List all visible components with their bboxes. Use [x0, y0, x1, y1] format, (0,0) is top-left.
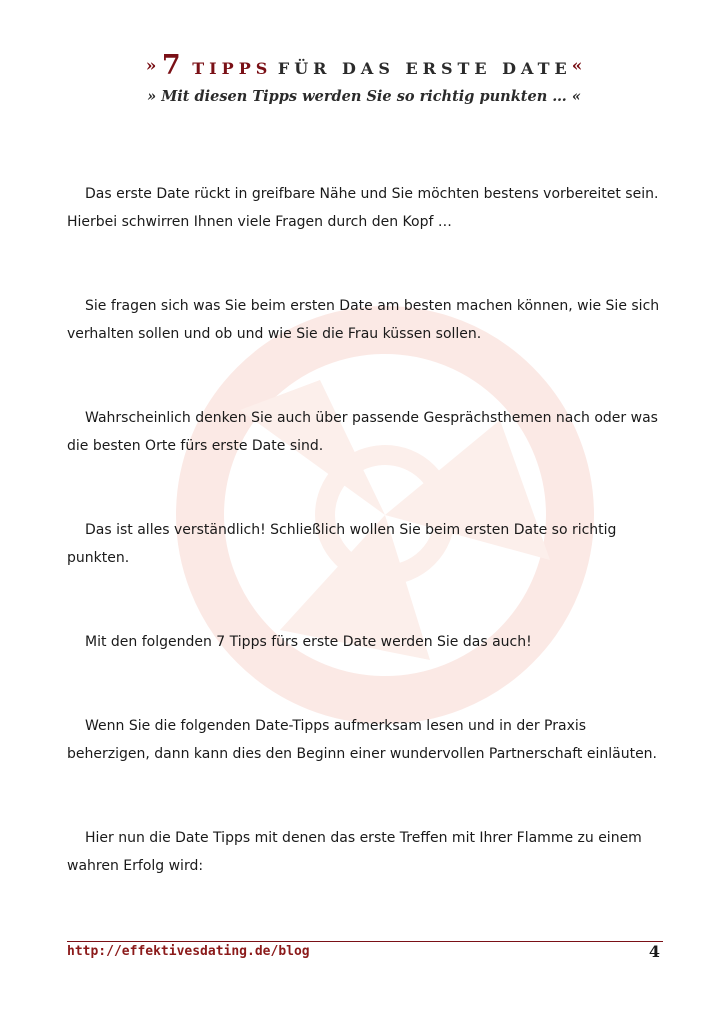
paragraph: Das ist alles verständlich! Schließlich wollen Sie beim ersten Date so richtig punkten.: [67, 522, 617, 566]
footer-link[interactable]: http://effektivesdating.de/blog: [67, 944, 310, 959]
paragraph: Wahrscheinlich denken Sie auch über passende Gesprächsthemen nach oder was die besten Orte fürs erste Date sind.: [67, 410, 658, 454]
paragraph: Das erste Date rückt in greifbare Nähe und Sie möchten bestens vorbereitet sein. Hierbei schwirren Ihnen viele Fragen durch den Kopf …: [67, 186, 659, 230]
paragraph: Sie fragen sich was Sie beim ersten Date am besten machen können, wie Sie sich verhalten sollen und ob und wie Sie die Frau küssen sollen.: [67, 298, 660, 342]
paragraph: Wenn Sie die folgenden Date-Tipps aufmerksam lesen und in der Praxis beherzigen, dann kann dies den Beginn einer wundervollen Partnerschaft einläuten.: [67, 718, 658, 762]
page-title: [0, 50, 728, 81]
title-open-quote: »: [145, 56, 157, 76]
footer-divider: [67, 941, 663, 942]
paragraph: Mit den folgenden 7 Tipps fürs erste Date werden Sie das auch!: [85, 634, 532, 650]
paragraph: Hier nun die Date Tipps mit denen das erste Treffen mit Ihrer Flamme zu einem wahren Erfolg wird:: [67, 830, 642, 874]
title-rest: FÜR DAS ERSTE DATE: [277, 59, 572, 78]
page-number: 4: [648, 942, 660, 961]
body-text: [67, 180, 663, 936]
title-number: 7: [161, 50, 183, 81]
title-close-quote: «: [571, 56, 583, 76]
page-subtitle: » Mit diesen Tipps werden Sie so richtig punkten … «: [147, 88, 581, 105]
title-word-tipps: TIPPS: [192, 59, 273, 78]
